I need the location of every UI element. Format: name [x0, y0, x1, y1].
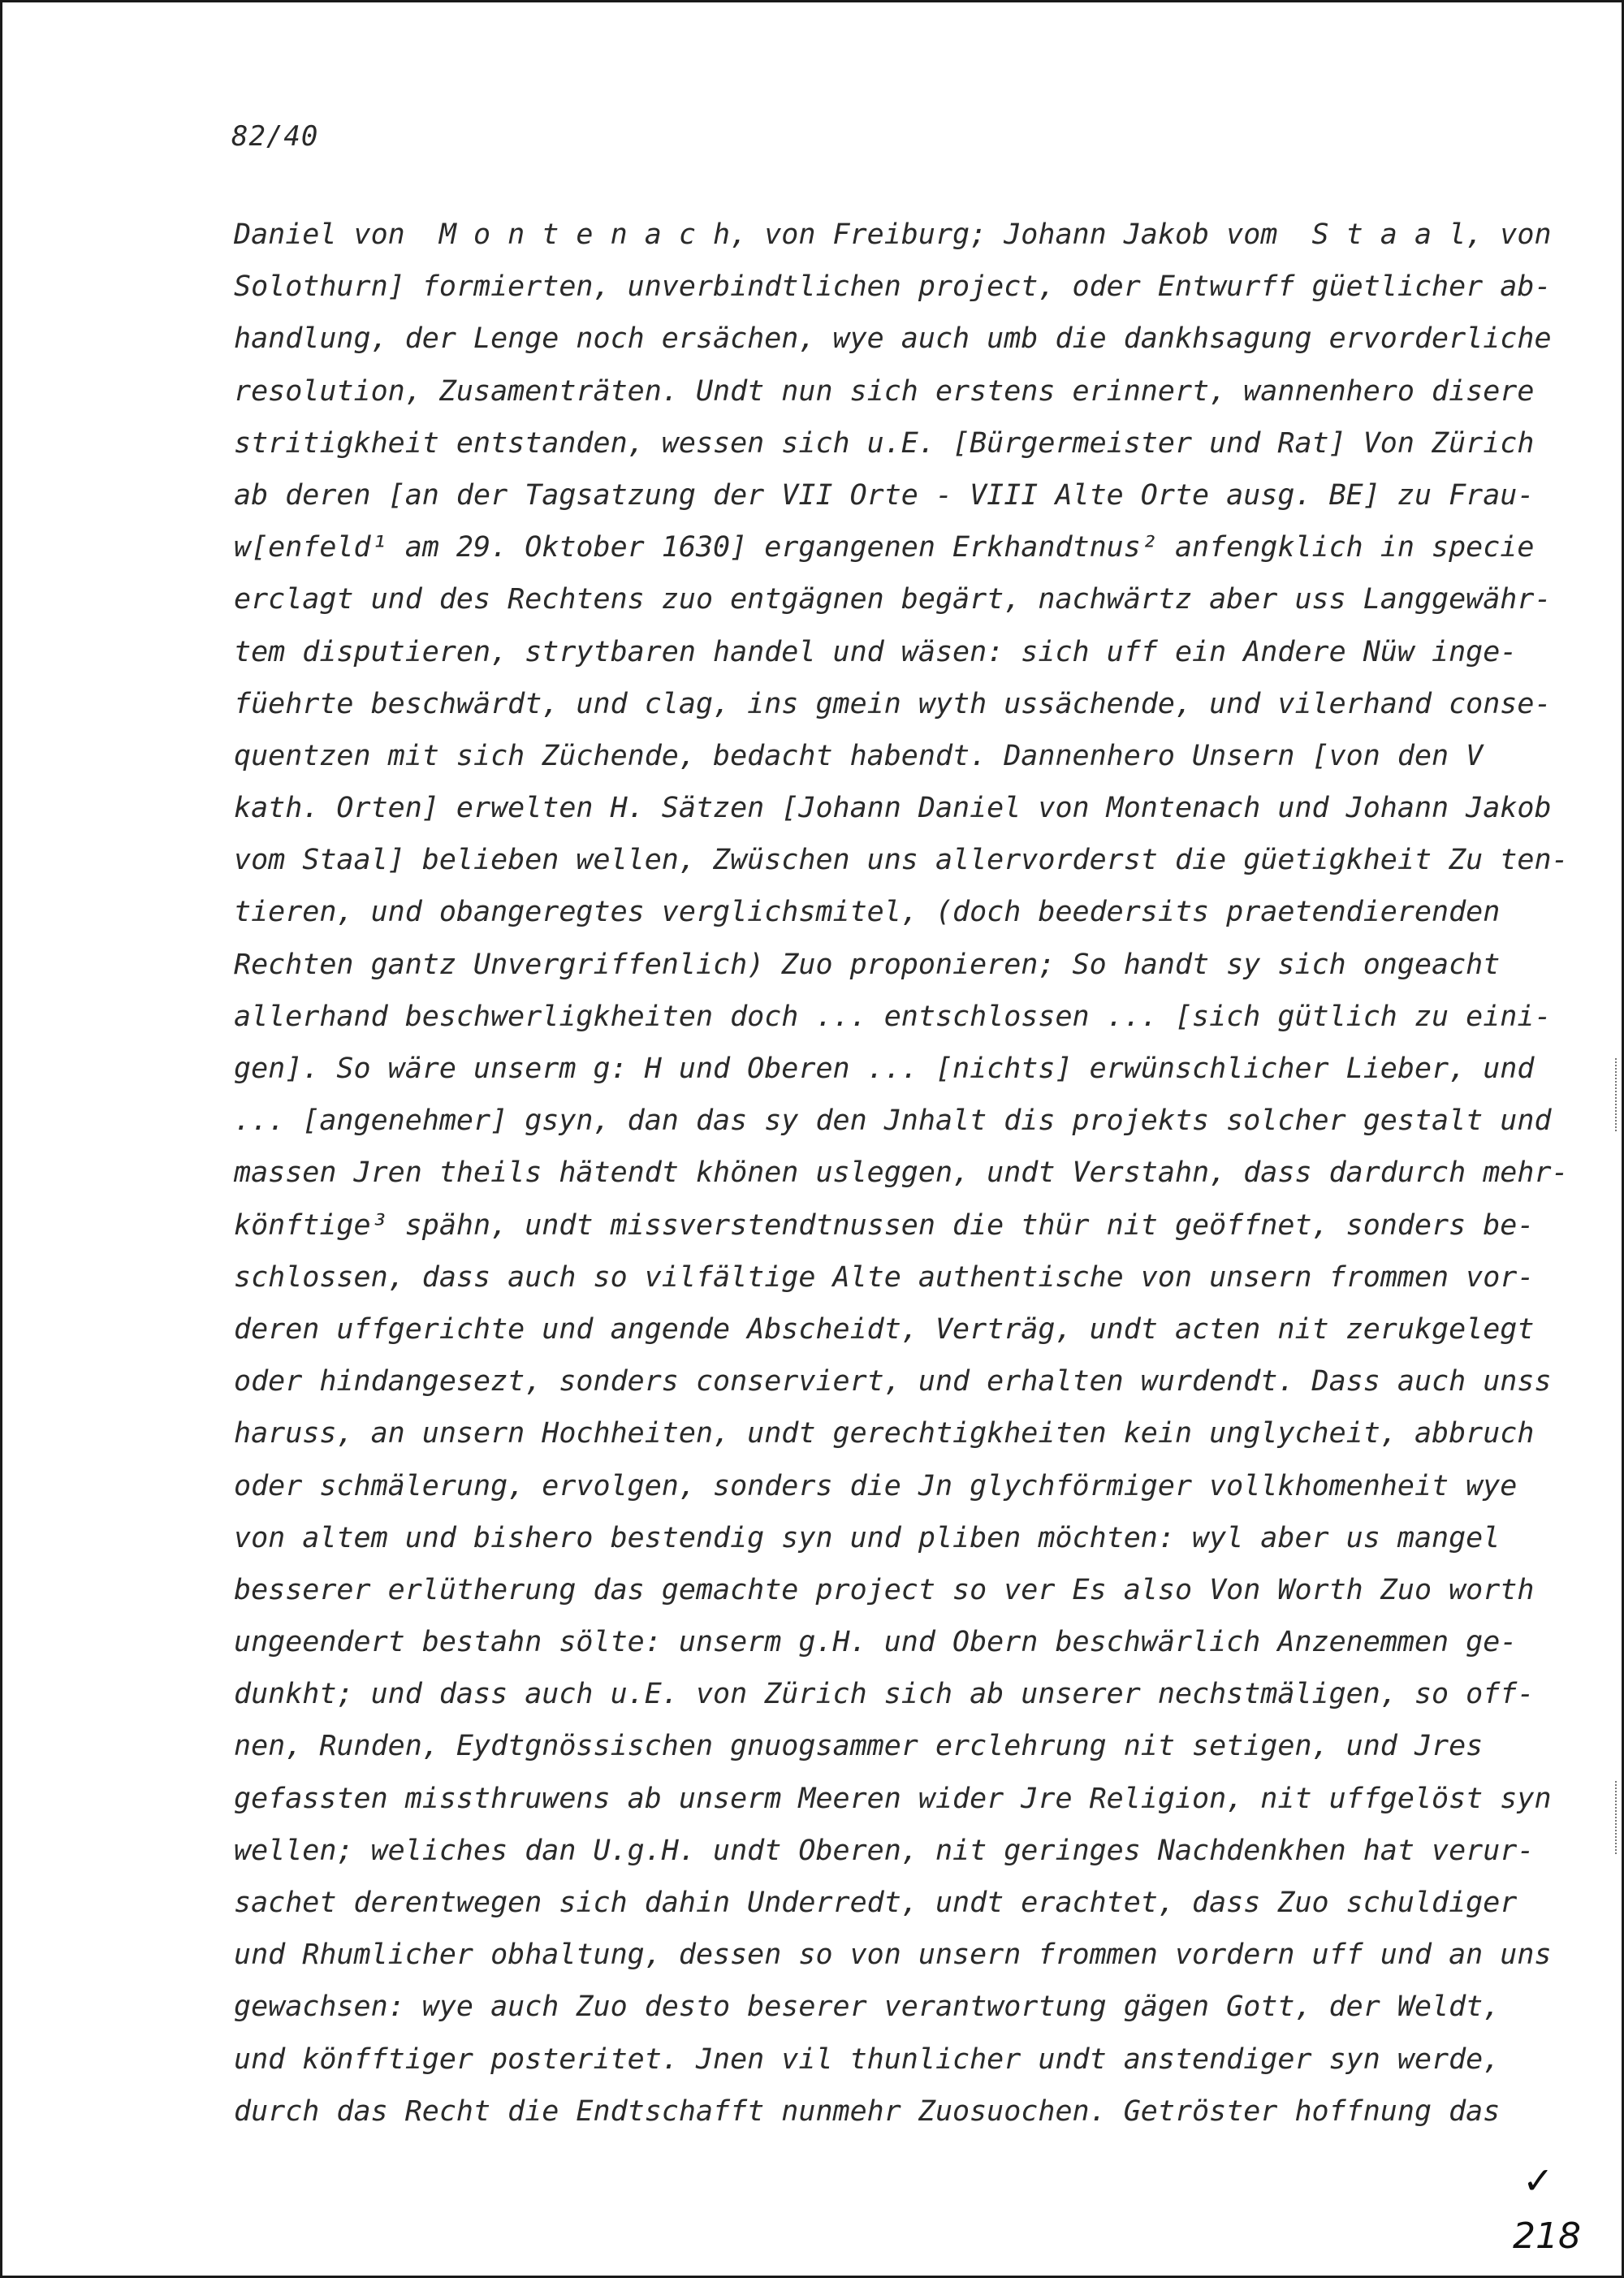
page-number: 82/40 — [231, 120, 319, 153]
text-line: erclagt und des Rechtens zuo entgägnen begärt, nachwärtz aber uss Langgewähr- — [234, 583, 1552, 616]
text-line: schlossen, dass auch so vilfältige Alte authentische von unsern frommen vor- — [234, 1260, 1535, 1294]
scan-edge-mark — [1613, 1058, 1617, 1131]
text-line: tieren, und obangeregtes verglichsmitel, (doch beedersits praetendierenden — [234, 896, 1501, 929]
text-line: Solothurn] formierten, unverbindtlichen project, oder Entwurff güetlicher ab- — [234, 270, 1552, 304]
handwritten-folio-number: 218 — [1513, 2215, 1581, 2257]
text-line: haruss, an unsern Hochheiten, undt gerechtigkheiten kein unglycheit, abbruch — [234, 1417, 1535, 1450]
text-line: resolution, Zusamenträten. Undt nun sich erstens erinnert, wannenhero disere — [234, 374, 1535, 408]
text-line: sachet derentwegen sich dahin Underredt, undt erachtet, dass Zuo schuldiger — [234, 1887, 1518, 1919]
text-line: nen, Runden, Eydtgnössischen gnuogsammer erclehrung nit setigen, und Jres — [234, 1730, 1484, 1763]
text-line: besserer erlütherung das gemachte project so ver Es also Von Worth Zuo worth — [234, 1573, 1535, 1606]
text-line: gen]. So wäre unserm g: H und Oberen ... [nichts] erwünschlicher Lieber, und — [234, 1053, 1535, 1085]
text-line: könftige³ spähn, undt missverstendtnussen die thür nit geöffnet, sonders be- — [234, 1208, 1535, 1242]
text-line: ... [angenehmer] gsyn, dan das sy den Jnhalt dis projekts solcher gestalt und — [234, 1104, 1552, 1138]
text-line: tem disputieren, strytbaren handel und wäsen: sich uff ein Andere Nüw inge- — [234, 635, 1518, 668]
text-line: füehrte beschwärdt, und clag, ins gmein wyth ussächende, und vilerhand conse- — [234, 687, 1552, 720]
text-line: w[enfeld¹ am 29. Oktober 1630] ergangenen Erkhandtnus² anfengklich in specie — [234, 531, 1535, 564]
text-line: vom Staal] belieben wellen, Zwüschen uns allervorderst die güetigkheit Zu ten- — [234, 844, 1569, 877]
text-line: wellen; weliches dan U.g.H. undt Oberen, nit geringes Nachdenkhen hat verur- — [234, 1834, 1535, 1867]
text-line: gewachsen: wye auch Zuo desto beserer verantwortung gägen Gott, der Weldt, — [234, 1991, 1501, 2024]
text-line: und Rhumlicher obhaltung, dessen so von unsern frommen vordern uff und an uns — [234, 1939, 1552, 1972]
handwritten-check-mark: ✓ — [1522, 2159, 1554, 2202]
text-line: und könfftiger posteritet. Jnen vil thunlicher undt anstendiger syn werde, — [234, 2042, 1501, 2076]
text-line: quentzen mit sich Züchende, bedacht habendt. Dannenhero Unsern [von den V — [234, 739, 1484, 772]
text-line: allerhand beschwerligkheiten doch ... entschlossen ... [sich gütlich zu eini- — [234, 1000, 1552, 1033]
text-line: ungeendert bestahn sölte: unserm g.H. und Obern beschwärlich Anzenemmen ge- — [234, 1626, 1518, 1659]
text-line: oder schmälerung, ervolgen, sonders die Jn glychförmiger vollkhomenheit wye — [234, 1469, 1518, 1502]
text-line: massen Jren theils hätendt khönen usleggen, undt Verstahn, dass dardurch mehr- — [234, 1156, 1569, 1190]
body-text — [234, 209, 1569, 2138]
text-line: von altem und bishero bestendig syn und pliben möchten: wyl aber us mangel — [234, 1521, 1501, 1554]
text-line: handlung, der Lenge noch ersächen, wye auch umb die dankhsagung ervorderliche — [234, 322, 1552, 356]
text-line: oder hindangesezt, sonders conserviert, und erhalten wurdendt. Dass auch unss — [234, 1365, 1552, 1398]
text-line: ab deren [an der Tagsatzung der VII Orte - VIII Alte Orte ausg. BE] zu Frau- — [234, 478, 1535, 512]
text-line: Daniel von M o n t e n a c h, von Freiburg; Johann Jakob vom S t a a l, von — [234, 218, 1552, 251]
text-line: durch das Recht die Endtschafft nunmehr Zuosuochen. Getröster hoffnung das — [234, 2094, 1501, 2128]
text-line: deren uffgerichte und angende Abscheidt, Verträg, undt acten nit zerukgelegt — [234, 1312, 1535, 1346]
text-line: gefassten missthruwens ab unserm Meeren wider Jre Religion, nit uffgelöst syn — [234, 1782, 1552, 1815]
text-line: Rechten gantz Unvergriffenlich) Zuo proponieren; So handt sy sich ongeacht — [234, 948, 1501, 981]
text-line: stritigkheit entstanden, wessen sich u.E. [Bürgermeister und Rat] Von Zürich — [234, 426, 1535, 460]
text-line: kath. Orten] erwelten H. Sätzen [Johann Daniel von Montenach und Johann Jakob — [234, 792, 1552, 825]
text-line: dunkht; und dass auch u.E. von Zürich sich ab unserer nechstmäligen, so off- — [234, 1678, 1535, 1711]
scan-edge-mark — [1613, 1781, 1617, 1854]
